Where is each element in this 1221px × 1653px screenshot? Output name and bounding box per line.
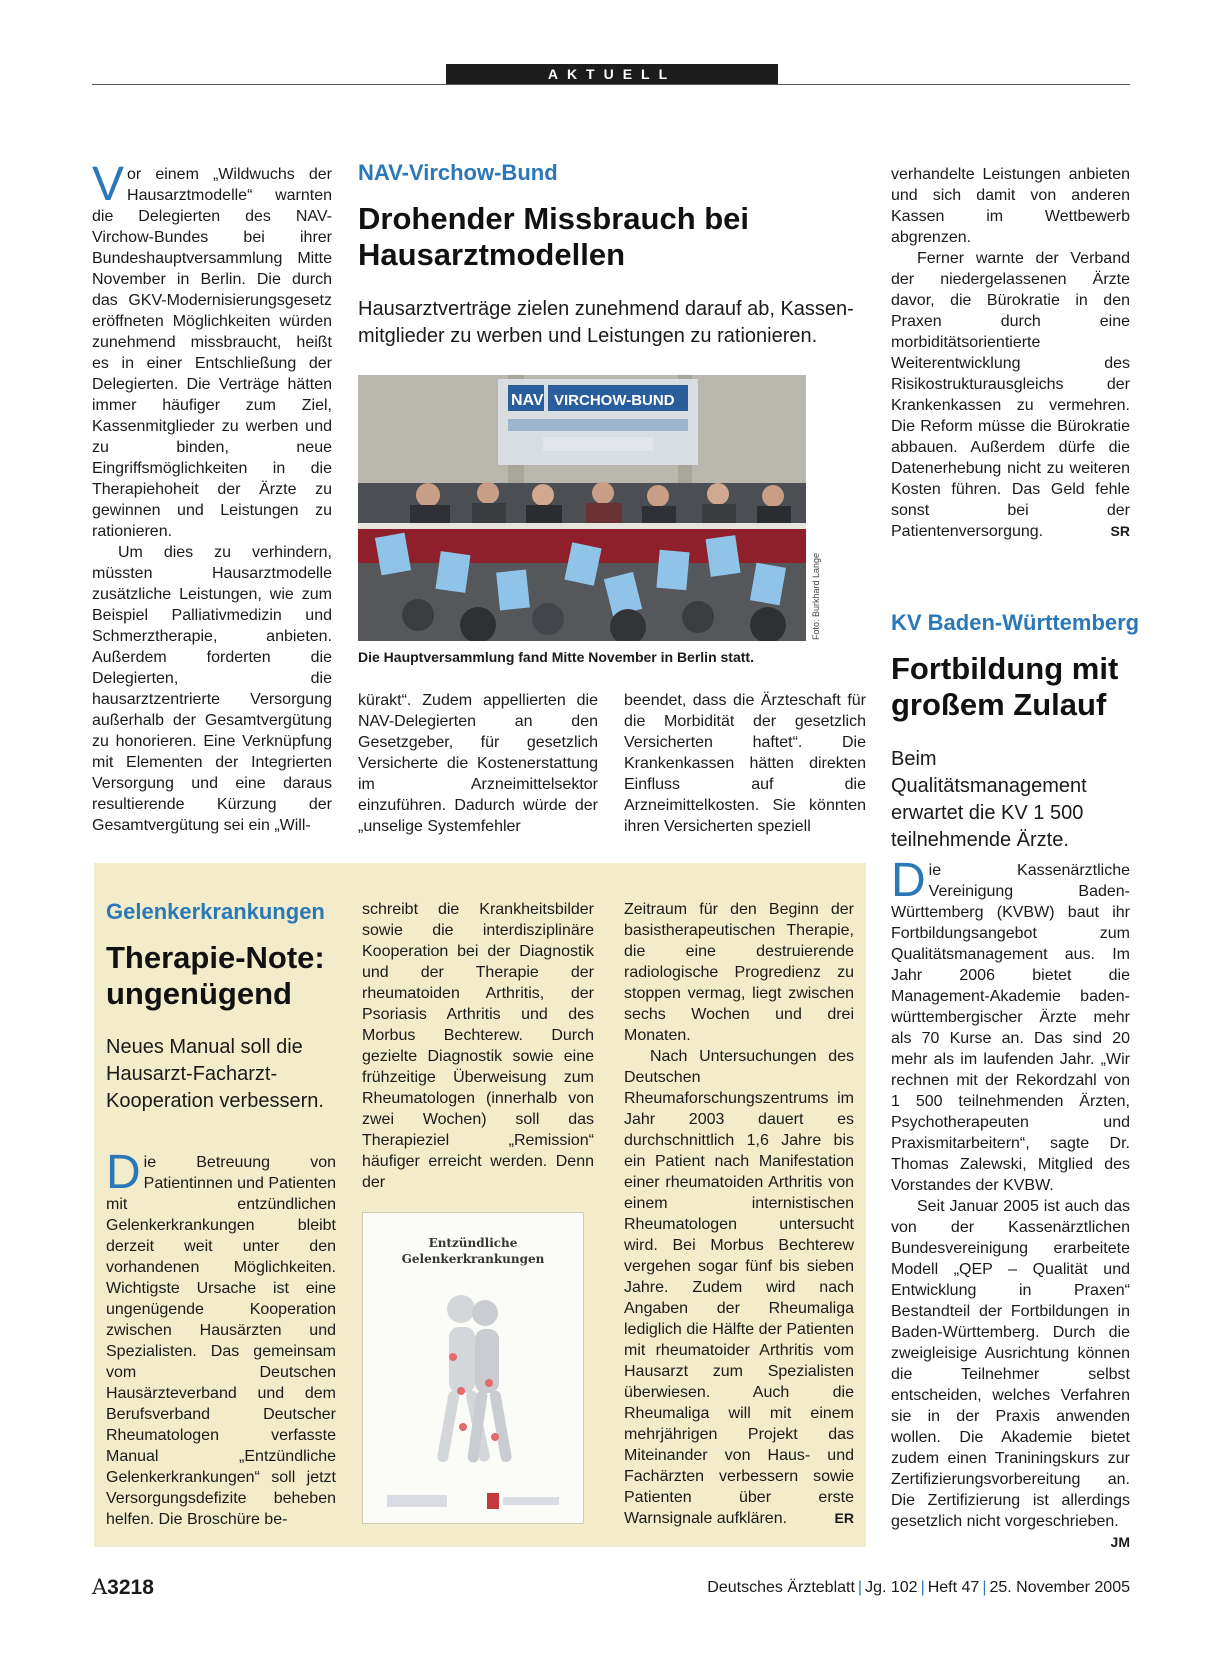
paragraph: ie Betreuung von Patientinnen und Patienten mit entzündlichen Gelenkerkrankungen bleibt derzeit weit unter den vorhandenen Möglichkeiten. Wichtigste Ursache ist eine ungenügende Kooperation zwischen Hausärzten und Spezialisten. Das gemeinsam vom Deutschen Hausärzteverband und dem Berufsverband Deutscher Rheumatologen verfasste Manual „Entzündliche Gelenkerkrankungen“ soll jetzt Versorgungsdefizite beheben helfen. Die Broschüre be- — [106, 1154, 336, 1528]
paragraph: ie Kassenärztliche Vereinigung Baden-Württemberg (KVBW) baut ihr Fortbildungsangebot zum Qualitätsmanagement aus. Im Jahr 2006 bietet die Management-Akademie baden-württembergischer Ärzte mehr als 70 Kurse an. Das sind 20 mehr als im laufenden Jahr. „Wir rechnen mit der Rekordzahl von 1 500 teilnehmenden Ärzten, Psychotherapeuten und Praxismitarbeitern“, sagte Dr. Thomas Zalewski, Mitglied des Vorstandes der KVBW. — [891, 862, 1130, 1194]
logo-left — [387, 1495, 447, 1507]
article1-kicker: NAV-Virchow-Bund — [358, 160, 558, 185]
separator: | — [982, 1579, 987, 1596]
article1-headline: Drohender Missbrauch bei Hausarztmodellen — [358, 201, 750, 272]
paragraph: Um dies zu verhindern, müssten Hausarztmodelle zusätzliche Leistungen, wie zum Beispiel Palliativmedizin und Schmerztherapie, anbieten. Außerdem forderten die Delegierten, die hausarztzentrierte Versorgung außerhalb der Gesamtvergütung zu honorieren. Eine Verknüpfung mit Elementen der Integrierten Versorgung und eine daraus resultierende Kürzung der Gesamtvergütung sei ein „Will- — [92, 544, 332, 834]
logo-right — [487, 1493, 499, 1509]
photo-credit: Foto: Burkhard Lange — [811, 552, 821, 640]
article2-kicker: KV Baden-Württemberg — [891, 610, 1140, 635]
paragraph: schreibt die Krankheitsbilder sowie die interdisziplinäre Kooperation bei der Diagnostik und der Therapie der rheumatoiden Arthritis, der Psoriasis Arthritis und des Morbus Bechterew. Durch gezielte Diagnostik sowie eine frühzeitige Überweisung zum Rheumatologen (innerhalb von zwei Wochen) soll das Therapieziel „Remission“ häufiger erreicht werden. Denn der — [362, 901, 594, 1191]
signature: SR — [1110, 523, 1130, 539]
article1-column-3 — [624, 690, 866, 837]
article3-column-3 — [624, 899, 854, 1529]
conference-photo-image — [358, 375, 806, 641]
article2-headline: Fortbildung mit großem Zulauf — [891, 651, 1119, 722]
signature: ER — [834, 1510, 854, 1526]
skeleton-illustration — [403, 1287, 543, 1487]
paragraph: Seit Januar 2005 ist auch das von der Kassenärztlichen Bundesvereinigung erarbeitete Modell „QEP – Qualität und Entwicklung in Praxen“ Bestandteil der Fortbildungen in Baden-Württemberg. Durch die zweigleisige Ausrichtung können die Teilnehmer selbst entscheiden, welches Verfahren sie in der Praxis anwenden wollen. Die Akademie bietet zudem einen Traniningskurs zur Zertifizierungsvorbereitung an. Die Zertifizierung ist allerdings gesetzlich nicht vorgeschrieben. — [891, 1198, 1130, 1530]
brochure-cover — [362, 1212, 584, 1524]
dropcap: D — [891, 854, 926, 907]
journal-issue: Heft 47 — [927, 1579, 980, 1596]
dropcap: V — [92, 158, 125, 211]
page-number-value: 3218 — [107, 1576, 154, 1599]
paragraph: kürakt“. Zudem appellierten die NAV-Delegierten an den Gesetzgeber, für gesetzlich Versicherte die Kostenerstattung im Arzneimittelsektor einzuführen. Dadurch würde der „unselige Systemfehler — [358, 692, 598, 835]
paragraph: or einem „Wildwuchs der Hausarztmodelle“ warnten die Delegierten des NAV-Virchow-Bundes bei ihrer Bundeshauptversammlung Mitte November in Berlin. Die durch das GKV-Modernisierungsgesetz eröffneten Möglichkeiten würden zunehmend missbraucht, heißt es in einer Entschließung der Delegierten. Die Verträge hätten immer häufiger zum Ziel, Kassenmitglieder zu werben und zu binden, neue Eingriffsmöglichkeiten in die Therapiehoheit der Ärzte zu gewinnen und Leistungen zu rationieren. — [92, 166, 332, 540]
paragraph: Nach Untersuchungen des Deutschen Rheumaforschungszentrums im Jahr 2003 dauert es durchschnittlich 1,6 Jahre bis ein Patient nach Manifestation einer rheumatoiden Arthritis von einem internistischen Rheumatologen untersucht wird. Bei Morbus Bechterew vergehen sogar fünf bis sieben Jahre. Zudem wird nach Angaben der Rheumaliga lediglich die Hälfte der Patienten mit rheumatoider Arthritis vom Hausarzt zum Spezialisten überwiesen. Auch die Rheumaliga will mit einem mehrjährigen Projekt das Miteinander von Haus- und Fachärzten verbessern sowie Patienten über erste Warnsignale aufklären. — [624, 1048, 854, 1527]
header-rule — [92, 84, 1130, 85]
logo-right-text — [503, 1497, 559, 1505]
separator: | — [857, 1579, 863, 1596]
page-prefix: A — [92, 1575, 108, 1599]
article1-column-2 — [358, 690, 598, 837]
article3-headline: Therapie-Note: ungenügend — [106, 940, 325, 1011]
paragraph: verhandelte Leistungen anbieten und sich damit von anderen Kassen im Wettbewerb abgrenzen. — [891, 166, 1130, 246]
section-label: AKTUELL — [446, 64, 778, 85]
page-number — [92, 1575, 154, 1600]
conference-photo — [358, 375, 806, 641]
article3-column-1 — [106, 1146, 336, 1530]
journal-info — [707, 1579, 1130, 1597]
paragraph: Ferner warnte der Verband der niedergelassenen Ärzte davor, die Bürokratie in den Praxen durch eine morbiditätsorientierte Weiterentwicklung des Risikostrukturausgleichs der Krankenkassen zu vermehren. Die Reform müsse die Bürokratie abbauen. Außerdem dürfe die Datenerhebung nicht zu weiteren Kosten führen. Das Geld fehle sonst bei der Patientenversorgung. — [891, 250, 1130, 540]
paragraph: Zeitraum für den Beginn der basistherapeutischen Therapie, die eine destruierende radiologische Progredienz zu stoppen vermag, liegt zwischen sechs Wochen und drei Monaten. — [624, 901, 854, 1044]
journal-date: 25. November 2005 — [989, 1579, 1130, 1596]
article1-column-4 — [891, 164, 1130, 542]
photo-caption: Die Hauptversammlung fand Mitte November in Berlin statt. — [358, 649, 754, 665]
banner-left-text: NAV — [511, 392, 544, 409]
article3-column-2 — [362, 899, 594, 1193]
article2-body — [891, 854, 1130, 1553]
dropcap: D — [106, 1146, 141, 1199]
separator: | — [920, 1579, 925, 1596]
article2-lead: Beim Qualitätsmanagement erwartet die KV 1 500 teilnehmende Ärzte. — [891, 748, 1087, 851]
banner-right-text: VIRCHOW-BUND — [554, 392, 675, 409]
brochure-title: Entzündliche Gelenkerkrankungen — [401, 1236, 545, 1266]
article1-lead: Hausarztverträge zielen zunehmend darauf ab, Kassen-mitglieder zu werben und Leistungen zu rationieren. — [358, 298, 854, 347]
article3-kicker: Gelenkerkrankungen — [106, 899, 325, 924]
article3-lead: Neues Manual soll die Hausarzt-Facharzt-Kooperation verbessern. — [106, 1036, 324, 1112]
journal-volume: Jg. 102 — [865, 1579, 918, 1596]
signature: JM — [1110, 1534, 1130, 1550]
journal-name: Deutsches Ärzteblatt — [707, 1579, 855, 1596]
paragraph: beendet, dass die Ärzteschaft für die Morbidität der gesetzlich Versicherten haftet“. Die Krankenkassen hätten direkten Einfluss auf die Arzneimittelkosten. Sie könnten ihren Versicherten speziell — [624, 692, 866, 835]
article1-column-1 — [92, 158, 332, 836]
